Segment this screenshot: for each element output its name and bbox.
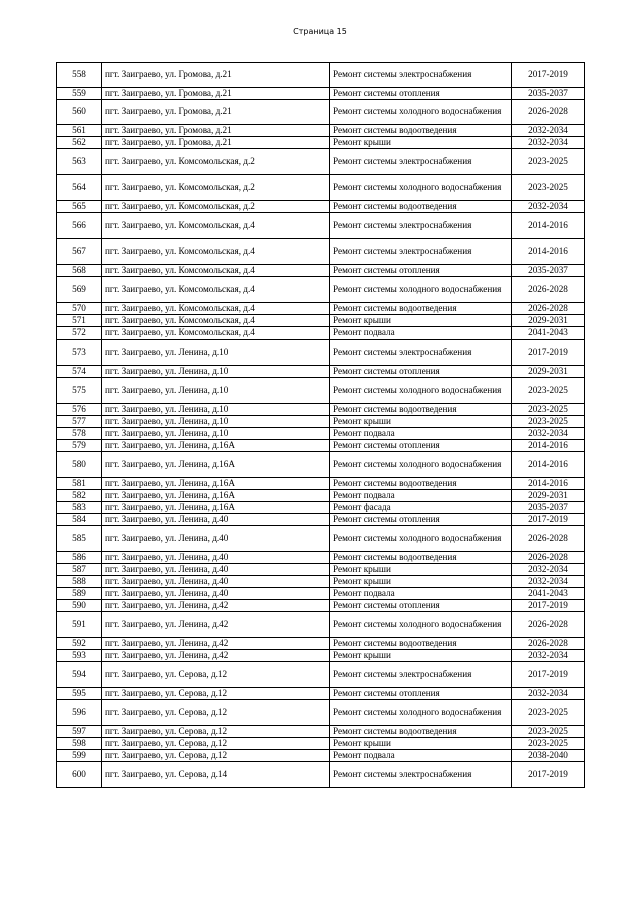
row-number: 593 (57, 650, 102, 662)
row-number: 590 (57, 600, 102, 612)
address-cell: пгт. Заиграево, ул. Громова, д.21 (102, 125, 330, 137)
work-type-cell: Ремонт системы водоотведения (330, 404, 512, 416)
row-number: 565 (57, 201, 102, 213)
row-number: 576 (57, 404, 102, 416)
address-cell: пгт. Заиграево, ул. Серова, д.12 (102, 750, 330, 762)
table-row (57, 213, 585, 239)
table-row (57, 88, 585, 100)
address-cell: пгт. Заиграево, ул. Ленина, д.16А (102, 502, 330, 514)
table-row (57, 564, 585, 576)
address-cell: пгт. Заиграево, ул. Комсомольская, д.4 (102, 327, 330, 340)
address-cell: пгт. Заиграево, ул. Ленина, д.10 (102, 416, 330, 428)
work-type-cell: Ремонт крыши (330, 738, 512, 750)
table-row (57, 125, 585, 137)
row-number: 578 (57, 428, 102, 440)
work-type-cell: Ремонт системы холодного водоснабжения (330, 452, 512, 478)
period-cell: 2026-2028 (512, 552, 585, 564)
table-row (57, 378, 585, 404)
row-number: 575 (57, 378, 102, 404)
table-row (57, 404, 585, 416)
address-cell: пгт. Заиграево, ул. Комсомольская, д.4 (102, 239, 330, 265)
address-cell: пгт. Заиграево, ул. Комсомольская, д.4 (102, 315, 330, 327)
period-cell: 2026-2028 (512, 612, 585, 638)
table-row (57, 762, 585, 788)
address-cell: пгт. Заиграево, ул. Серова, д.12 (102, 700, 330, 726)
address-cell: пгт. Заиграево, ул. Ленина, д.40 (102, 576, 330, 588)
address-cell: пгт. Заиграево, ул. Ленина, д.42 (102, 600, 330, 612)
table-row (57, 63, 585, 88)
address-cell: пгт. Заиграево, ул. Ленина, д.40 (102, 588, 330, 600)
row-number: 596 (57, 700, 102, 726)
address-cell: пгт. Заиграево, ул. Ленина, д.10 (102, 428, 330, 440)
row-number: 592 (57, 638, 102, 650)
period-cell: 2032-2034 (512, 564, 585, 576)
work-type-cell: Ремонт системы водоотведения (330, 201, 512, 213)
table-row (57, 650, 585, 662)
address-cell: пгт. Заиграево, ул. Ленина, д.16А (102, 490, 330, 502)
address-cell: пгт. Заиграево, ул. Ленина, д.40 (102, 514, 330, 526)
table-row (57, 416, 585, 428)
row-number: 580 (57, 452, 102, 478)
address-cell: пгт. Заиграево, ул. Ленина, д.40 (102, 552, 330, 564)
period-cell: 2032-2034 (512, 576, 585, 588)
table-row (57, 277, 585, 303)
row-number: 566 (57, 213, 102, 239)
work-type-cell: Ремонт системы отопления (330, 688, 512, 700)
work-type-cell: Ремонт крыши (330, 576, 512, 588)
address-cell: пгт. Заиграево, ул. Громова, д.21 (102, 88, 330, 100)
work-type-cell: Ремонт системы водоотведения (330, 125, 512, 137)
table-row (57, 750, 585, 762)
work-type-cell: Ремонт системы холодного водоснабжения (330, 277, 512, 303)
table-row (57, 588, 585, 600)
period-cell: 2032-2034 (512, 650, 585, 662)
address-cell: пгт. Заиграево, ул. Комсомольская, д.4 (102, 265, 330, 277)
work-type-cell: Ремонт системы холодного водоснабжения (330, 612, 512, 638)
table-row (57, 726, 585, 738)
work-type-cell: Ремонт системы холодного водоснабжения (330, 100, 512, 125)
work-type-cell: Ремонт системы холодного водоснабжения (330, 378, 512, 404)
capital-repair-table (56, 62, 585, 788)
period-cell: 2035-2037 (512, 502, 585, 514)
row-number: 570 (57, 303, 102, 315)
table-row (57, 340, 585, 366)
table-row (57, 514, 585, 526)
work-type-cell: Ремонт системы отопления (330, 514, 512, 526)
work-type-cell: Ремонт крыши (330, 650, 512, 662)
table-row (57, 315, 585, 327)
row-number: 560 (57, 100, 102, 125)
period-cell: 2038-2040 (512, 750, 585, 762)
table-row (57, 452, 585, 478)
period-cell: 2026-2028 (512, 526, 585, 552)
table-row (57, 526, 585, 552)
work-type-cell: Ремонт крыши (330, 137, 512, 149)
work-type-cell: Ремонт системы холодного водоснабжения (330, 700, 512, 726)
period-cell: 2035-2037 (512, 88, 585, 100)
period-cell: 2023-2025 (512, 416, 585, 428)
table-row (57, 440, 585, 452)
address-cell: пгт. Заиграево, ул. Комсомольская, д.2 (102, 201, 330, 213)
table-row (57, 662, 585, 688)
page-header: Страница 15 (293, 27, 347, 36)
row-number: 587 (57, 564, 102, 576)
table-row (57, 688, 585, 700)
period-cell: 2023-2025 (512, 378, 585, 404)
table-row (57, 239, 585, 265)
work-type-cell: Ремонт системы электроснабжения (330, 662, 512, 688)
row-number: 598 (57, 738, 102, 750)
work-type-cell: Ремонт крыши (330, 416, 512, 428)
address-cell: пгт. Заиграево, ул. Ленина, д.16А (102, 452, 330, 478)
period-cell: 2032-2034 (512, 688, 585, 700)
work-type-cell: Ремонт подвала (330, 490, 512, 502)
work-type-cell: Ремонт подвала (330, 750, 512, 762)
address-cell: пгт. Заиграево, ул. Ленина, д.10 (102, 366, 330, 378)
work-type-cell: Ремонт системы водоотведения (330, 638, 512, 650)
row-number: 572 (57, 327, 102, 340)
work-type-cell: Ремонт системы электроснабжения (330, 63, 512, 88)
period-cell: 2017-2019 (512, 762, 585, 788)
period-cell: 2023-2025 (512, 175, 585, 201)
work-type-cell: Ремонт крыши (330, 315, 512, 327)
address-cell: пгт. Заиграево, ул. Серова, д.12 (102, 662, 330, 688)
address-cell: пгт. Заиграево, ул. Громова, д.21 (102, 100, 330, 125)
address-cell: пгт. Заиграево, ул. Серова, д.12 (102, 726, 330, 738)
table-row (57, 638, 585, 650)
row-number: 594 (57, 662, 102, 688)
period-cell: 2014-2016 (512, 239, 585, 265)
address-cell: пгт. Заиграево, ул. Серова, д.12 (102, 738, 330, 750)
table-row (57, 490, 585, 502)
address-cell: пгт. Заиграево, ул. Комсомольская, д.4 (102, 277, 330, 303)
row-number: 564 (57, 175, 102, 201)
table-row (57, 265, 585, 277)
table-row (57, 576, 585, 588)
address-cell: пгт. Заиграево, ул. Ленина, д.40 (102, 564, 330, 576)
address-cell: пгт. Заиграево, ул. Серова, д.12 (102, 688, 330, 700)
row-number: 600 (57, 762, 102, 788)
address-cell: пгт. Заиграево, ул. Ленина, д.16А (102, 440, 330, 452)
row-number: 561 (57, 125, 102, 137)
table-row (57, 552, 585, 564)
work-type-cell: Ремонт системы водоотведения (330, 303, 512, 315)
period-cell: 2032-2034 (512, 428, 585, 440)
row-number: 577 (57, 416, 102, 428)
work-type-cell: Ремонт подвала (330, 588, 512, 600)
address-cell: пгт. Заиграево, ул. Ленина, д.40 (102, 526, 330, 552)
row-number: 583 (57, 502, 102, 514)
table-row (57, 327, 585, 340)
work-type-cell: Ремонт подвала (330, 428, 512, 440)
table-row (57, 201, 585, 213)
work-type-cell: Ремонт фасада (330, 502, 512, 514)
work-type-cell: Ремонт системы водоотведения (330, 726, 512, 738)
period-cell: 2041-2043 (512, 327, 585, 340)
row-number: 573 (57, 340, 102, 366)
work-type-cell: Ремонт системы электроснабжения (330, 213, 512, 239)
address-cell: пгт. Заиграево, ул. Комсомольская, д.2 (102, 149, 330, 175)
address-cell: пгт. Заиграево, ул. Громова, д.21 (102, 63, 330, 88)
period-cell: 2029-2031 (512, 315, 585, 327)
row-number: 584 (57, 514, 102, 526)
address-cell: пгт. Заиграево, ул. Комсомольская, д.4 (102, 303, 330, 315)
period-cell: 2023-2025 (512, 726, 585, 738)
row-number: 559 (57, 88, 102, 100)
period-cell: 2023-2025 (512, 404, 585, 416)
period-cell: 2017-2019 (512, 340, 585, 366)
work-type-cell: Ремонт системы отопления (330, 440, 512, 452)
row-number: 581 (57, 478, 102, 490)
table-body (57, 63, 585, 788)
work-type-cell: Ремонт системы холодного водоснабжения (330, 526, 512, 552)
row-number: 585 (57, 526, 102, 552)
period-cell: 2032-2034 (512, 201, 585, 213)
row-number: 569 (57, 277, 102, 303)
work-type-cell: Ремонт системы электроснабжения (330, 340, 512, 366)
work-type-cell: Ремонт системы отопления (330, 88, 512, 100)
period-cell: 2014-2016 (512, 213, 585, 239)
period-cell: 2026-2028 (512, 303, 585, 315)
period-cell: 2017-2019 (512, 600, 585, 612)
period-cell: 2014-2016 (512, 440, 585, 452)
table-row (57, 137, 585, 149)
address-cell: пгт. Заиграево, ул. Серова, д.14 (102, 762, 330, 788)
period-cell: 2026-2028 (512, 100, 585, 125)
row-number: 568 (57, 265, 102, 277)
table-row (57, 303, 585, 315)
address-cell: пгт. Заиграево, ул. Комсомольская, д.4 (102, 213, 330, 239)
work-type-cell: Ремонт системы электроснабжения (330, 762, 512, 788)
table-row (57, 600, 585, 612)
period-cell: 2017-2019 (512, 63, 585, 88)
table-row (57, 149, 585, 175)
row-number: 589 (57, 588, 102, 600)
row-number: 579 (57, 440, 102, 452)
period-cell: 2014-2016 (512, 478, 585, 490)
work-type-cell: Ремонт системы водоотведения (330, 552, 512, 564)
work-type-cell: Ремонт системы отопления (330, 366, 512, 378)
table-row (57, 100, 585, 125)
table-row (57, 700, 585, 726)
row-number: 597 (57, 726, 102, 738)
row-number: 599 (57, 750, 102, 762)
period-cell: 2029-2031 (512, 366, 585, 378)
work-type-cell: Ремонт системы отопления (330, 600, 512, 612)
address-cell: пгт. Заиграево, ул. Ленина, д.10 (102, 378, 330, 404)
row-number: 567 (57, 239, 102, 265)
address-cell: пгт. Заиграево, ул. Комсомольская, д.2 (102, 175, 330, 201)
work-type-cell: Ремонт системы холодного водоснабжения (330, 175, 512, 201)
address-cell: пгт. Заиграево, ул. Ленина, д.10 (102, 404, 330, 416)
row-number: 588 (57, 576, 102, 588)
address-cell: пгт. Заиграево, ул. Ленина, д.42 (102, 638, 330, 650)
row-number: 586 (57, 552, 102, 564)
period-cell: 2023-2025 (512, 700, 585, 726)
work-type-cell: Ремонт подвала (330, 327, 512, 340)
row-number: 574 (57, 366, 102, 378)
period-cell: 2035-2037 (512, 265, 585, 277)
address-cell: пгт. Заиграево, ул. Громова, д.21 (102, 137, 330, 149)
period-cell: 2023-2025 (512, 738, 585, 750)
table-row (57, 478, 585, 490)
table-row (57, 175, 585, 201)
period-cell: 2017-2019 (512, 662, 585, 688)
work-type-cell: Ремонт крыши (330, 564, 512, 576)
row-number: 595 (57, 688, 102, 700)
period-cell: 2014-2016 (512, 452, 585, 478)
address-cell: пгт. Заиграево, ул. Ленина, д.16А (102, 478, 330, 490)
period-cell: 2017-2019 (512, 514, 585, 526)
row-number: 591 (57, 612, 102, 638)
period-cell: 2026-2028 (512, 277, 585, 303)
work-type-cell: Ремонт системы электроснабжения (330, 239, 512, 265)
row-number: 571 (57, 315, 102, 327)
period-cell: 2032-2034 (512, 125, 585, 137)
work-type-cell: Ремонт системы отопления (330, 265, 512, 277)
table-row (57, 502, 585, 514)
table-row (57, 738, 585, 750)
table-row (57, 428, 585, 440)
address-cell: пгт. Заиграево, ул. Ленина, д.10 (102, 340, 330, 366)
work-type-cell: Ремонт системы электроснабжения (330, 149, 512, 175)
row-number: 562 (57, 137, 102, 149)
address-cell: пгт. Заиграево, ул. Ленина, д.42 (102, 650, 330, 662)
table-row (57, 366, 585, 378)
period-cell: 2023-2025 (512, 149, 585, 175)
row-number: 563 (57, 149, 102, 175)
period-cell: 2041-2043 (512, 588, 585, 600)
period-cell: 2032-2034 (512, 137, 585, 149)
row-number: 558 (57, 63, 102, 88)
period-cell: 2026-2028 (512, 638, 585, 650)
row-number: 582 (57, 490, 102, 502)
address-cell: пгт. Заиграево, ул. Ленина, д.42 (102, 612, 330, 638)
table-row (57, 612, 585, 638)
work-type-cell: Ремонт системы водоотведения (330, 478, 512, 490)
period-cell: 2029-2031 (512, 490, 585, 502)
